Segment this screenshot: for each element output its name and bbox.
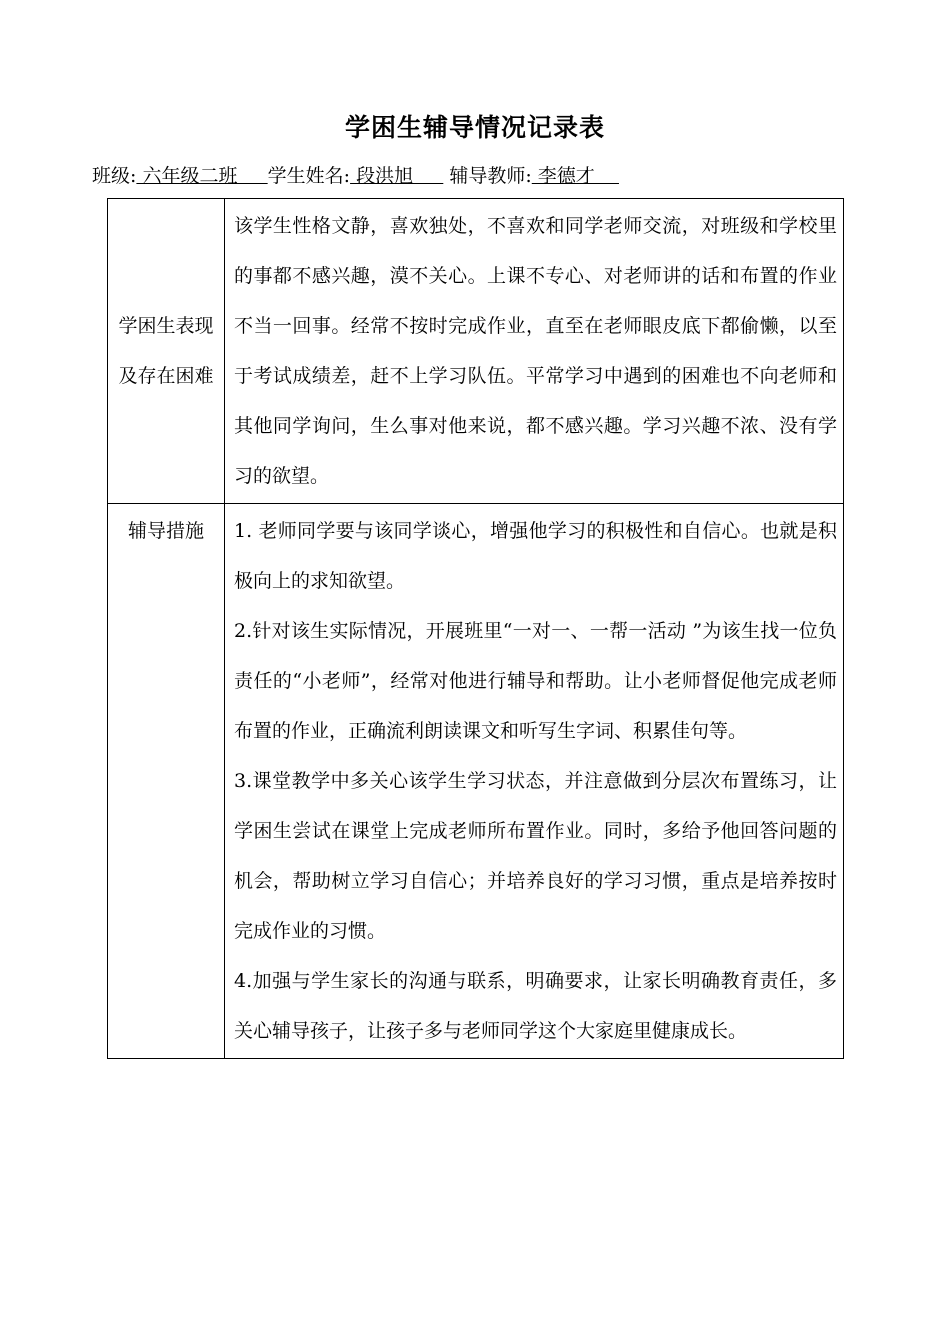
student-name-value: 段洪旭 [350,165,444,187]
student-name-label: 学生姓名: [267,165,351,187]
measures-label: 辅导措施 [127,520,204,542]
difficulties-label: 学困生表现及存在困难 [118,315,214,387]
measure-item-4: 4.加强与学生家长的沟通与联系，明确要求，让家长明确教育责任，多关心辅导孩子，让孩子多与老师同学这个大家庭里健康成长。 [234,970,837,1042]
class-label: 班级: [92,165,137,187]
measures-label-cell [108,504,225,1059]
table-row-measures [108,504,844,1059]
measure-item-1: 1. 老师同学要与该同学谈心，增强他学习的积极性和自信心。也就是积极向上的求知欲望。 [234,520,837,592]
page-title: 学困生辅导情况记录表 [344,113,605,142]
table-row-difficulties [108,199,844,504]
record-table [107,198,844,1059]
info-line [92,161,619,188]
class-value: 六年级二班 [136,165,268,187]
difficulties-content-cell [225,199,844,504]
measures-content-cell [225,504,844,1059]
measure-item-2: 2.针对该生实际情况，开展班里“一对一、一帮一活动 ”为该生找一位负责任的“小老师”，经常对他进行辅导和帮助。让小老师督促他完成老师布置的作业，正确流利朗读课文和听写生字词、积累佳句等。 [234,620,837,742]
teacher-value: 李德才 [531,165,619,187]
difficulties-label-cell [108,199,225,504]
measure-item-3: 3.课堂教学中多关心该学生学习状态，并注意做到分层次布置练习，让学困生尝试在课堂上完成老师所布置作业。同时，多给予他回答问题的机会，帮助树立学习自信心；并培养良好的学习习惯，重点是培养按时完成作业的习惯。 [234,770,837,942]
teacher-label: 辅导教师: [449,165,532,187]
difficulties-paragraph: 该学生性格文静，喜欢独处，不喜欢和同学老师交流，对班级和学校里的事都不感兴趣，漠不关心。上课不专心、对老师讲的话和布置的作业不当一回事。经常不按时完成作业，直至在老师眼皮底下都偷懒，以至于考试成绩差，赶不上学习队伍。平常学习中遇到的困难也不向老师和其他同学询问，生么事对他来说，都不感兴趣。学习兴趣不浓、没有学习的欲望。 [234,215,837,487]
